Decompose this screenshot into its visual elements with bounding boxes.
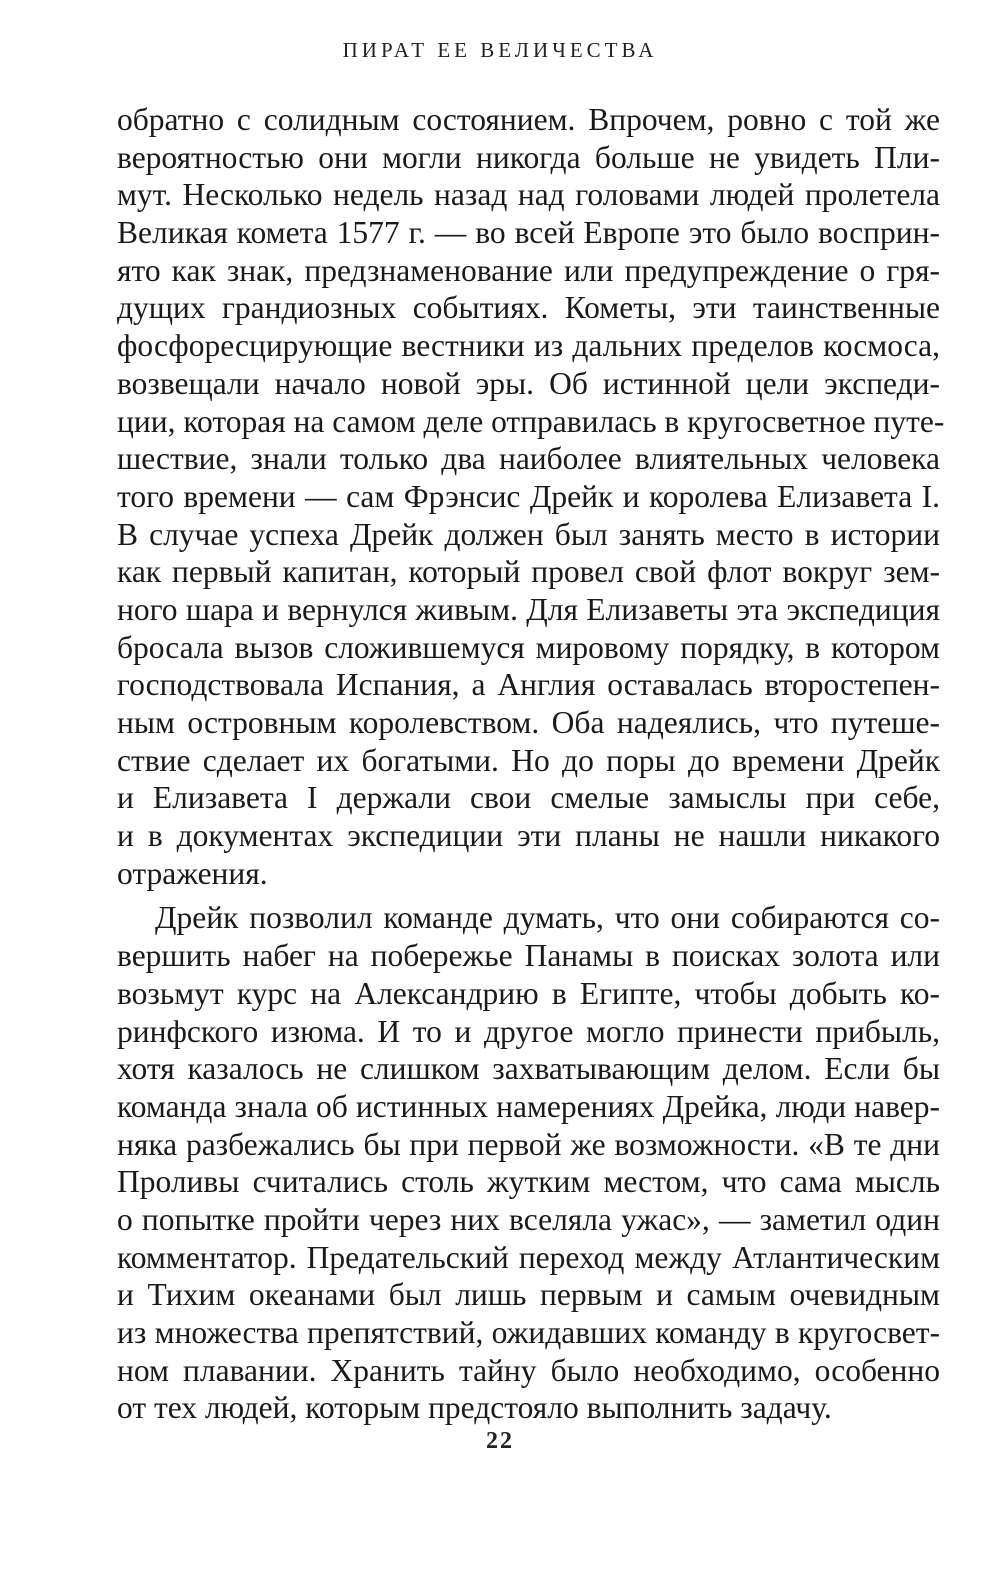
- text-line: ном плавании. Хранить тайну было необходимо, особенно: [117, 1352, 940, 1388]
- text-line: ринфского изюма. И то и другое могло принести прибыль,: [117, 1013, 940, 1049]
- body-text: [117, 101, 945, 1427]
- text-line: мут. Несколько недель назад над головами людей пролетела: [117, 177, 940, 213]
- text-line: от тех людей, которым предстояло выполнить задачу.: [117, 1390, 832, 1426]
- text-line: шествие, знали только два наиболее влиятельных человека: [117, 441, 940, 477]
- text-line: Проливы считались столь жутким местом, что сама мысль: [117, 1164, 940, 1200]
- text-line: Великая комета 1577 г. — во всей Европе это было восприн-: [117, 215, 940, 251]
- running-head: ПИРАТ ЕЕ ВЕЛИЧЕСТВА: [342, 38, 658, 62]
- text-line: ции, которая на самом деле отправилась в кругосветное путе-: [117, 403, 945, 439]
- text-line: возвещали начало новой эры. Об истинной цели экспеди-: [117, 365, 940, 401]
- text-line: Дрейк позволил команде думать, что они собираются со-: [155, 900, 940, 936]
- text-line: о попытке пройти через них вселяла ужас», — заметил один: [117, 1201, 940, 1237]
- page-number: 22: [486, 1428, 514, 1454]
- text-line: господствовала Испания, а Англия оставалась второстепен-: [117, 667, 940, 703]
- text-line: ного шара и вернулся живым. Для Елизаветы эта экспедиция: [117, 591, 940, 627]
- text-line: и Тихим океанами был лишь первым и самым очевидным: [117, 1277, 940, 1313]
- text-line: отражения.: [117, 855, 268, 891]
- paragraph: [117, 101, 945, 892]
- text-line: команда знала об истинных намерениях Дрейка, люди навер-: [117, 1088, 940, 1124]
- text-line: того времени — сам Фрэнсис Дрейк и королева Елизавета I.: [117, 478, 940, 514]
- text-line: В случае успеха Дрейк должен был занять место в истории: [117, 516, 940, 552]
- paragraph-gap: [117, 892, 940, 899]
- text-line: дущих грандиозных событиях. Кометы, эти таинственные: [117, 290, 940, 326]
- text-line: няка разбежались бы при первой же возможности. «В те дни: [117, 1126, 940, 1162]
- text-line: фосфоресцирующие вестники из дальних пределов космоса,: [117, 328, 940, 364]
- text-line: вершить набег на побережье Панамы в поисках золота или: [117, 938, 940, 974]
- text-line: ным островным королевством. Оба надеялись, что путеше-: [117, 705, 940, 740]
- text-line: обратно с солидным состоянием. Впрочем, ровно с той же: [117, 102, 940, 137]
- text-line: хотя казалось не слишком захватывающим делом. Если бы: [117, 1051, 940, 1087]
- text-line: вероятностью они могли никогда больше не увидеть Пли-: [117, 139, 940, 175]
- text-line: из множества препятствий, ожидавших команду в кругосвет-: [117, 1315, 940, 1350]
- text-line: комментатор. Предательский переход между Атлантическим: [117, 1239, 940, 1275]
- text-line: возьмут курс на Александрию в Египте, чтобы добыть ко-: [117, 975, 940, 1011]
- text-line: и Елизавета I держали свои смелые замыслы при себе,: [117, 780, 940, 816]
- text-line: ято как знак, предзнаменование или предупреждение о гря-: [117, 252, 940, 288]
- text-line: ствие сделает их богатыми. Но до поры до времени Дрейк: [117, 742, 940, 778]
- paragraph: [117, 899, 940, 1427]
- text-line: бросала вызов сложившемуся мировому порядку, в котором: [117, 629, 940, 665]
- text-line: и в документах экспедиции эти планы не нашли никакого: [117, 818, 940, 854]
- text-line: как первый капитан, который провел свой флот вокруг зем-: [117, 554, 940, 590]
